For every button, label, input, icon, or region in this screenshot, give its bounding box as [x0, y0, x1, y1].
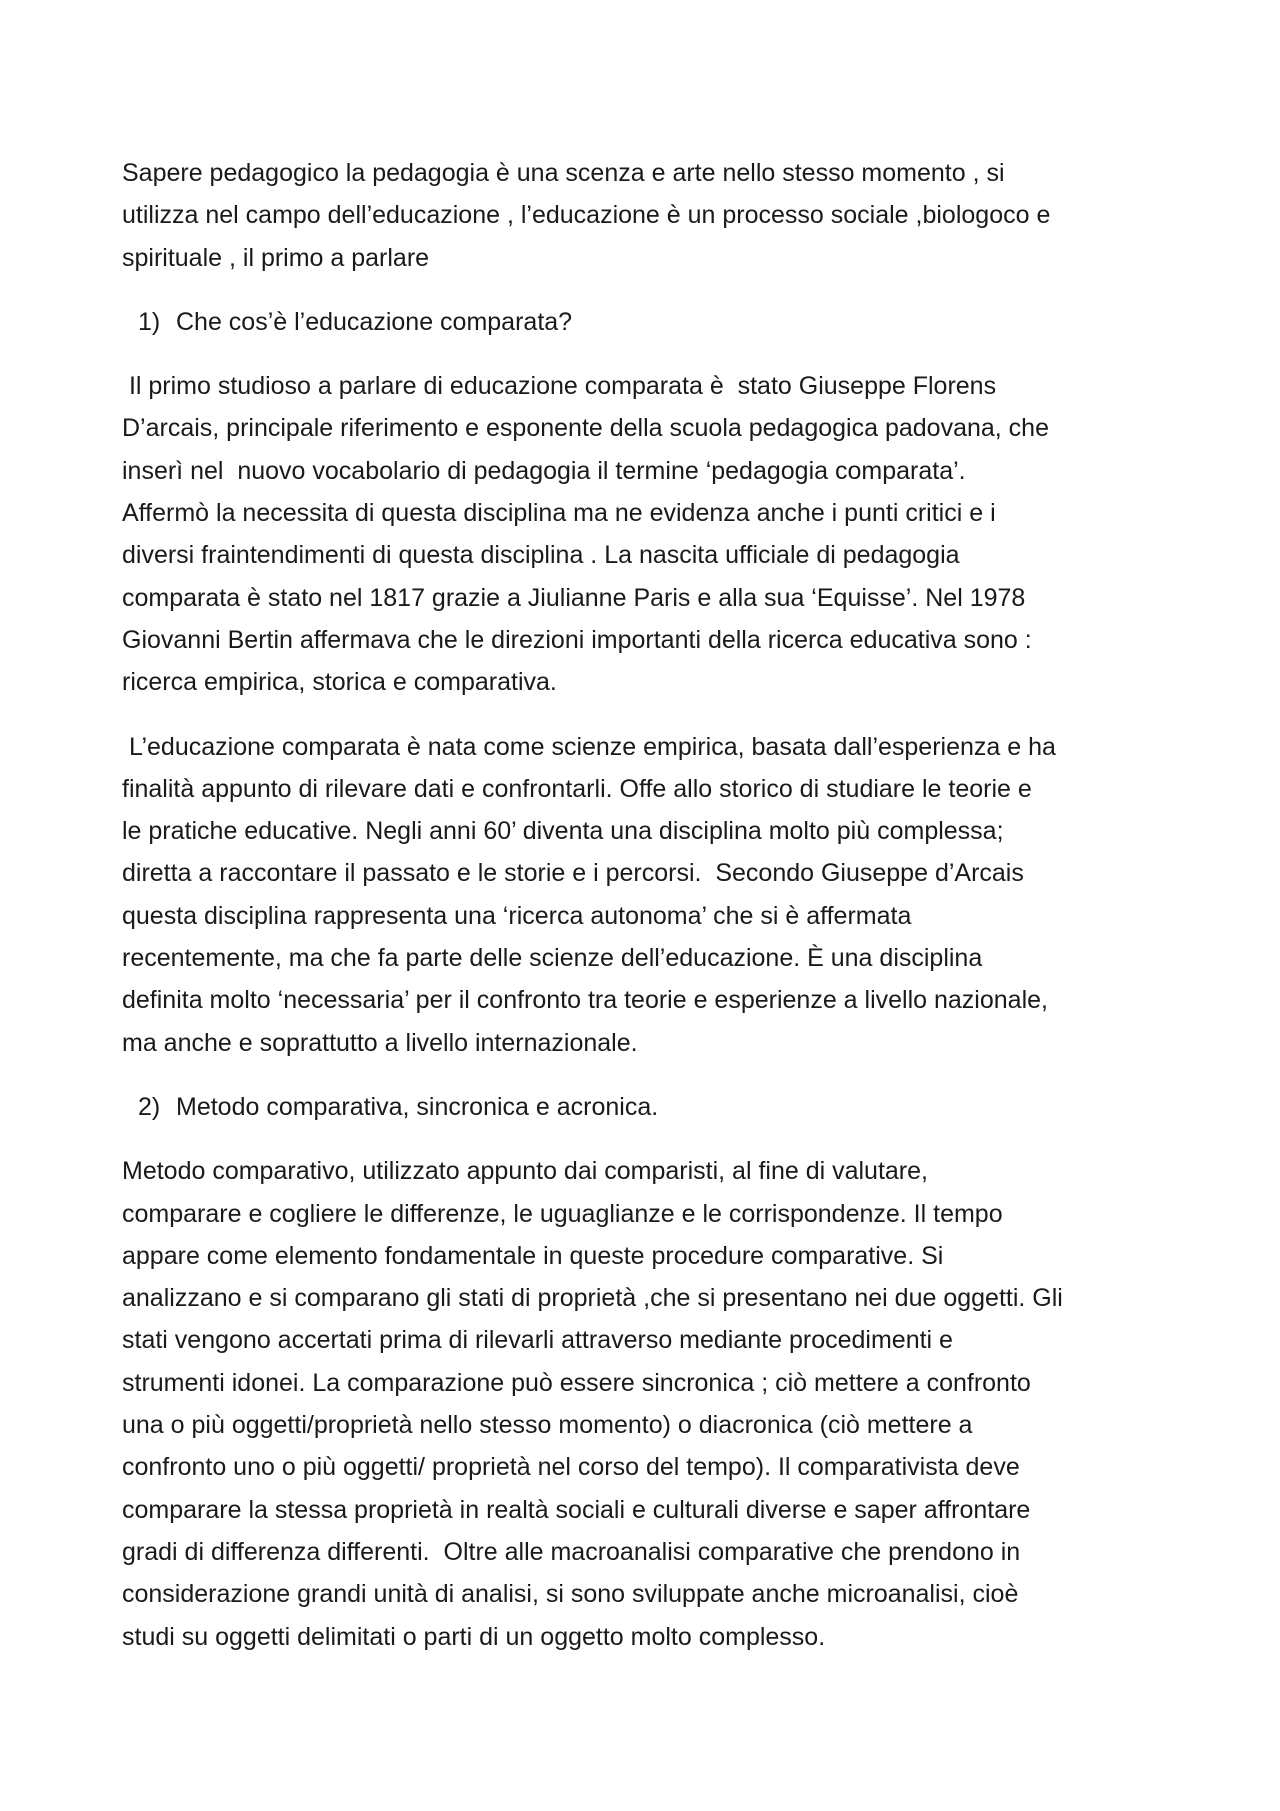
paragraph-3 [122, 1150, 1172, 1658]
text-line: comparata è stato nel 1817 grazie a Jiulianne Paris e alla sua ‘Equisse’. Nel 1978 [122, 583, 1026, 612]
text-line: ricerca empirica, storica e comparativa. [122, 668, 557, 697]
text-line: comparare e cogliere le differenze, le uguaglianze e le corrispondenze. Il tempo [122, 1199, 1003, 1228]
text-line: comparare la stessa proprietà in realtà sociali e culturali diverse e saper affrontare [122, 1495, 1031, 1524]
text-line: Affermò la necessita di questa disciplina ma ne evidenza anche i punti critici e i [122, 499, 996, 528]
question-text: Metodo comparativa, sincronica e acronica. [176, 1092, 659, 1121]
text-line: questa disciplina rappresenta una ‘ricerca autonoma’ che si è affermata [122, 901, 912, 930]
text-line: analizzano e si comparano gli stati di proprietà ,che si presentano nei due oggetti. Gli [122, 1284, 1063, 1313]
list-number: 1) [138, 307, 161, 336]
text-line: inserì nel nuovo vocabolario di pedagogia il termine ‘pedagogia comparata’. [122, 456, 966, 485]
text-line: ma anche e soprattutto a livello internazionale. [122, 1028, 638, 1057]
text-line: stati vengono accertati prima di rilevarli attraverso mediante procedimenti e [122, 1326, 953, 1355]
text-line: spirituale , il primo a parlare [122, 243, 430, 272]
paragraph-2 [122, 726, 1172, 1064]
text-line: recentemente, ma che fa parte delle scienze dell’educazione. È una disciplina [122, 944, 983, 973]
paragraph-1 [122, 365, 1172, 703]
list-number: 2) [138, 1092, 161, 1121]
text-line: diversi fraintendimenti di questa disciplina . La nascita ufficiale di pedagogia [122, 541, 960, 570]
text-line: diretta a raccontare il passato e le storie e i percorsi. Secondo Giuseppe d’Arcais [122, 859, 1024, 888]
text-line: gradi di differenza differenti. Oltre alle macroanalisi comparative che prendono in [122, 1537, 1021, 1566]
text-line: considerazione grandi unità di analisi, si sono sviluppate anche microanalisi, cioè [122, 1580, 1019, 1609]
text-line: Il primo studioso a parlare di educazione comparata è stato Giuseppe Florens [122, 372, 997, 401]
text-line: le pratiche educative. Negli anni 60’ diventa una disciplina molto più complessa; [122, 817, 1004, 846]
text-line: L’educazione comparata è nata come scienze empirica, basata dall’esperienza e ha [122, 732, 1056, 761]
question-text: Che cos’è l’educazione comparata? [176, 307, 573, 336]
text-line: confronto uno o più oggetti/ proprietà nel corso del tempo). Il comparativista deve [122, 1453, 1020, 1482]
text-line: finalità appunto di rilevare dati e confrontarli. Offe allo storico di studiare le teorie e [122, 774, 1032, 803]
text-line: strumenti idonei. La comparazione può essere sincronica ; ciò mettere a confronto [122, 1368, 1031, 1397]
text-line: appare come elemento fondamentale in queste procedure comparative. Si [122, 1241, 944, 1270]
intro-paragraph [122, 152, 1172, 279]
text-line: definita molto ‘necessaria’ per il confronto tra teorie e esperienze a livello nazionale, [122, 986, 1048, 1015]
question-1-heading [122, 301, 1172, 343]
text-line: studi su oggetti delimitati o parti di un oggetto molto complesso. [122, 1622, 826, 1651]
text-line: Sapere pedagogico la pedagogia è una scenza e arte nello stesso momento , si [122, 159, 1005, 187]
document-body [122, 152, 1172, 1680]
text-line: Metodo comparativo, utilizzato appunto dai comparisti, al fine di valutare, [122, 1157, 928, 1186]
text-line: una o più oggetti/proprietà nello stesso momento) o diacronica (ciò mettere a [122, 1411, 973, 1440]
text-line: D’arcais, principale riferimento e esponente della scuola pedagogica padovana, che [122, 414, 1049, 443]
text-line: Giovanni Bertin affermava che le direzioni importanti della ricerca educativa sono : [122, 625, 1032, 654]
text-line: utilizza nel campo dell’educazione , l’educazione è un processo sociale ,biologoco e [122, 201, 1051, 230]
question-2-heading [122, 1086, 1172, 1128]
